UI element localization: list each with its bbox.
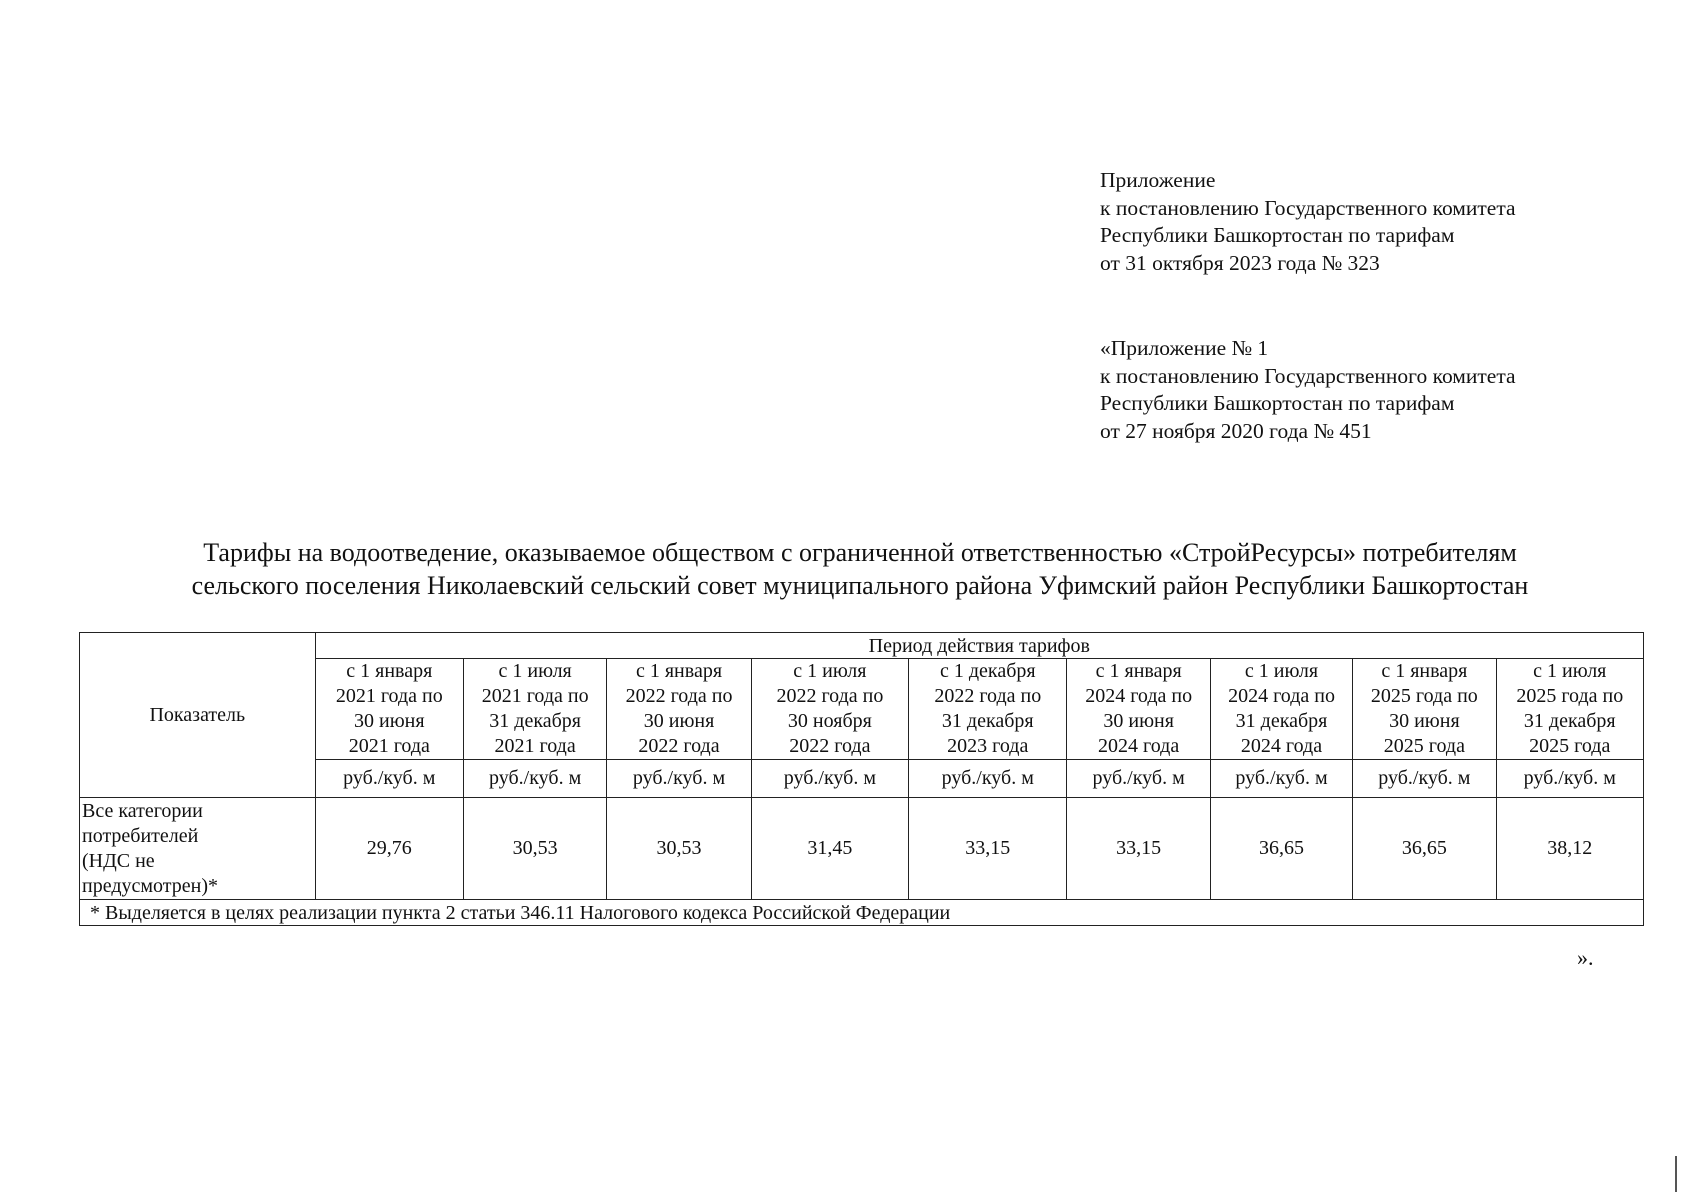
- period-line: с 1 июля: [1244, 660, 1319, 682]
- period-line: 2025 года: [1383, 735, 1465, 757]
- period-line: 2022 года по: [934, 685, 1042, 707]
- period-cell: [1067, 659, 1210, 760]
- appendix-line: к постановлению Государственного комитета: [1100, 195, 1516, 220]
- appendix-line: Приложение: [1100, 168, 1216, 192]
- unit-cell: руб./куб. м: [1496, 760, 1643, 798]
- appendix-line: от 31 октября 2023 года № 323: [1100, 250, 1380, 275]
- period-line: с 1 января: [346, 660, 433, 682]
- period-line: 30 июня: [354, 710, 425, 732]
- unit-cell: руб./куб. м: [1353, 760, 1496, 798]
- tariff-value: 38,12: [1496, 798, 1643, 900]
- period-header: Период действия тарифов: [315, 633, 1643, 659]
- period-line: 2022 года: [789, 735, 871, 757]
- indicator-header: Показатель: [80, 633, 316, 798]
- appendix-previous-header: [1100, 335, 1516, 445]
- period-line: с 1 июля: [498, 660, 572, 682]
- period-cell: [607, 659, 751, 760]
- period-line: с 1 января: [1381, 660, 1468, 682]
- period-line: 31 декабря: [489, 710, 581, 732]
- appendix-prev-line: «Приложение № 1: [1100, 336, 1269, 360]
- appendix-prev-line: к постановлению Государственного комитета: [1100, 363, 1516, 388]
- appendix-line: Республики Башкортостан по тарифам: [1100, 223, 1455, 247]
- period-line: 2024 года: [1240, 735, 1323, 757]
- unit-cell: руб./куб. м: [1067, 760, 1210, 798]
- period-line: 2021 года по: [481, 685, 589, 707]
- period-line: с 1 января: [1095, 660, 1182, 682]
- unit-cell: руб./куб. м: [315, 760, 463, 798]
- unit-cell: руб./куб. м: [463, 760, 606, 798]
- period-line: 2021 года: [348, 735, 430, 757]
- tariff-value: 33,15: [1067, 798, 1210, 900]
- period-cell: [1210, 659, 1352, 760]
- unit-cell: руб./куб. м: [909, 760, 1067, 798]
- period-line: 30 июня: [1103, 710, 1174, 732]
- tariff-value: 31,45: [751, 798, 908, 900]
- period-cell: [315, 659, 463, 760]
- title-line-1: Тарифы на водоотведение, оказываемое обществом с ограниченной ответственностью «СтройРесурсы» потребителям: [203, 538, 1517, 567]
- period-line: 2021 года: [494, 735, 576, 757]
- period-line: 30 июня: [643, 710, 715, 732]
- period-cell: [909, 659, 1067, 760]
- period-line: 2024 года по: [1228, 685, 1335, 707]
- unit-cell: руб./куб. м: [1210, 760, 1352, 798]
- tariff-value: 36,65: [1210, 798, 1352, 900]
- tariff-value: 30,53: [463, 798, 606, 900]
- tariff-value: 36,65: [1353, 798, 1496, 900]
- period-line: с 1 декабря: [939, 660, 1036, 682]
- period-line: с 1 июля: [1533, 660, 1607, 682]
- period-line: 2023 года: [947, 735, 1029, 757]
- appendix-header: [1100, 167, 1516, 277]
- tariff-value: 33,15: [909, 798, 1067, 900]
- appendix-prev-line: Республики Башкортостан по тарифам: [1100, 391, 1455, 415]
- period-line: 2024 года по: [1085, 685, 1193, 707]
- period-line: 2021 года по: [335, 685, 443, 707]
- values-row: [80, 798, 1644, 900]
- document-title: [80, 536, 1640, 602]
- category-line: потребителей: [82, 824, 199, 847]
- closing-quote: ».: [1577, 945, 1594, 970]
- period-line: 2022 года: [638, 735, 720, 757]
- period-line: 30 июня: [1389, 710, 1460, 732]
- title-line-2: сельского поселения Николаевский сельский совет муниципального района Уфимский район Республики Башкортостан: [191, 571, 1529, 600]
- period-cell: [751, 659, 908, 760]
- period-line: с 1 января: [635, 660, 723, 682]
- tariff-table: [79, 632, 1644, 926]
- period-cell: [463, 659, 606, 760]
- period-line: 2025 года по: [1370, 685, 1478, 707]
- period-line: 2022 года по: [625, 685, 733, 707]
- tariff-value: 29,76: [315, 798, 463, 900]
- period-line: 2025 года: [1529, 735, 1611, 757]
- category-line: Все категории: [82, 799, 203, 822]
- unit-cell: руб./куб. м: [607, 760, 751, 798]
- unit-cell: руб./куб. м: [751, 760, 908, 798]
- period-line: 31 декабря: [1523, 710, 1616, 732]
- margin-mark: [1675, 1156, 1677, 1192]
- period-cell: [1496, 659, 1643, 760]
- category-line: предусмотрен)*: [82, 874, 218, 897]
- appendix-prev-line: от 27 ноября 2020 года № 451: [1100, 418, 1372, 443]
- tariff-value: 30,53: [607, 798, 751, 900]
- period-line: с 1 июля: [793, 660, 867, 682]
- period-cell: [1353, 659, 1496, 760]
- category-cell: [80, 798, 316, 900]
- footnote: * Выделяется в целях реализации пункта 2 статьи 346.11 Налогового кодекса Российской Федерации: [80, 900, 1644, 926]
- period-line: 2025 года по: [1516, 685, 1624, 707]
- period-line: 30 ноября: [787, 710, 872, 732]
- period-line: 31 декабря: [1235, 710, 1328, 732]
- period-line: 2022 года по: [776, 685, 884, 707]
- period-line: 2024 года: [1098, 735, 1180, 757]
- category-line: (НДС не: [82, 849, 155, 872]
- period-line: 31 декабря: [941, 710, 1034, 732]
